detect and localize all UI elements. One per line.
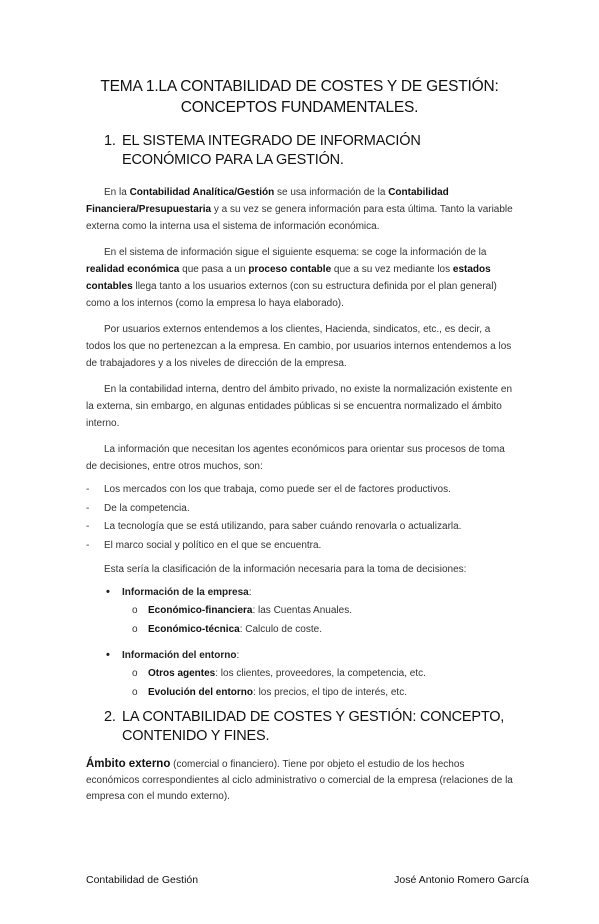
sub-item: o Otros agentes: los clientes, proveedores, la competencia, etc. xyxy=(132,664,513,683)
title-line-1: TEMA 1.LA CONTABILIDAD DE COSTES Y DE GESTIÓN: xyxy=(100,78,499,95)
paragraph-4: En la contabilidad interna, dentro del ámbito privado, no existe la normalización existente en la externa, sin embargo, en algunas entidades públicas si se encuentra normalizado el ámbito interno. xyxy=(86,384,513,429)
list-item: - De la competencia. xyxy=(86,502,190,514)
section-2-number: 2. xyxy=(104,709,116,725)
section-2-heading xyxy=(104,708,513,746)
title-line-2: CONCEPTOS FUNDAMENTALES. xyxy=(180,99,419,116)
paragraph-5: La información que necesitan los agentes económicos para orientar sus procesos de toma de decisiones, entre otros muchos, son: xyxy=(86,444,505,472)
list-item: - El marco social y político en el que se encuentra. xyxy=(86,539,322,551)
footer-left: Contabilidad de Gestión xyxy=(86,874,199,886)
circle-bullet-icon: o xyxy=(132,687,138,698)
list-item: - La tecnología que se está utilizando, para saber cuándo renovarla o actualizarla. xyxy=(86,521,462,532)
document-page xyxy=(0,76,599,924)
section-1-title: EL SISTEMA INTEGRADO DE INFORMACIÓN ECONÓMICO PARA LA GESTIÓN. xyxy=(122,133,421,168)
bullet-icon: • xyxy=(106,649,110,661)
paragraph-7: Ámbito externo (comercial o financiero). Tiene por objeto el estudio de los hechos económicos correspondientes al ciclo administrativo o comercial de la empresa (relaciones de la empresa con el mundo externo). xyxy=(86,758,513,802)
section-2-title: LA CONTABILIDAD DE COSTES Y GESTIÓN: CONCEPTO, CONTENIDO Y FINES. xyxy=(122,709,505,744)
bullet-icon: • xyxy=(106,586,110,598)
dash-list xyxy=(86,481,513,555)
section-1-number: 1. xyxy=(104,133,116,149)
classification-item-empresa: • Información de la empresa: xyxy=(106,584,513,601)
footer-right: José Antonio Romero García xyxy=(394,874,529,886)
paragraph-6: Esta sería la clasificación de la información necesaria para la toma de decisiones: xyxy=(104,564,467,575)
circle-bullet-icon: o xyxy=(132,624,138,635)
circle-bullet-icon: o xyxy=(132,668,138,679)
section-1-heading xyxy=(104,132,513,170)
circle-bullet-icon: o xyxy=(132,605,138,616)
page-footer xyxy=(86,874,529,886)
paragraph-1: En la Contabilidad Analítica/Gestión se usa información de la Contabilidad Financiera/Presupuestaria y a su vez se genera información para esta última. Tanto la variable externa como la interna usa el sistema de información económica. xyxy=(86,187,513,232)
paragraph-3: Por usuarios externos entendemos a los clientes, Hacienda, sindicatos, etc., es decir, a todos los que no pertenezcan a la empresa. En cambio, por usuarios internos entendemos a los de trabajadores y a los niveles de dirección de la empresa. xyxy=(86,324,512,369)
sub-item: o Evolución del entorno: los precios, el tipo de interés, etc. xyxy=(132,683,513,702)
paragraph-2: En el sistema de información sigue el siguiente esquema: se coge la información de la realidad económica que pasa a un proceso contable que a su vez mediante los estados contables llega tanto a los usuarios externos (con su estructura definida por el plan general) como a los internos (como la empresa lo haya elaborado). xyxy=(86,247,497,309)
page-title xyxy=(86,76,513,118)
list-item: - Los mercados con los que trabaja, como puede ser el de factores productivos. xyxy=(86,484,451,495)
classification-item-entorno: • Información del entorno: xyxy=(106,647,513,664)
sub-item: o Económico-técnica: Calculo de coste. xyxy=(132,620,513,639)
sub-item: o Económico-financiera: las Cuentas Anuales. xyxy=(132,601,513,620)
